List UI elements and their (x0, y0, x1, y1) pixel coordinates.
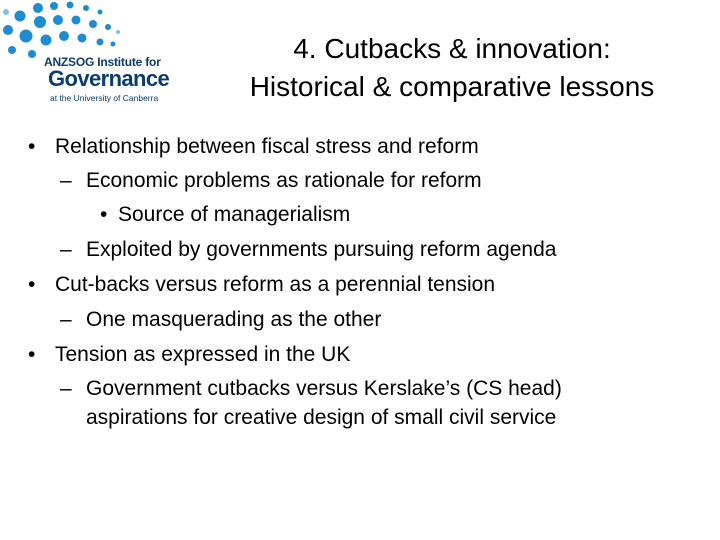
bullet-text: Tension as expressed in the UK (55, 343, 351, 366)
bullet-text: Economic problems as rationale for reform (86, 169, 482, 192)
bullet-marker: • (28, 343, 36, 366)
bullet-text: Relationship between fiscal stress and reform (55, 135, 479, 158)
bullet-text: One masquerading as the other (86, 308, 382, 331)
bullet-marker: – (60, 169, 72, 192)
bullet-text: Cut-backs versus reform as a perennial tension (55, 273, 496, 296)
bullet-marker: – (60, 377, 72, 400)
logo-governance-text: Governance (48, 66, 170, 91)
bullet-text-continuation: aspirations for creative design of small civil service (86, 406, 557, 429)
bullet-text: Government cutbacks versus Kerslake’s (CS head) (86, 377, 562, 400)
bullet-marker: • (28, 135, 36, 158)
title-line-2: Historical & comparative lessons (249, 71, 655, 102)
title-line-1: 4. Cutbacks & innovation: (293, 33, 611, 64)
bullet-text: Source of managerialism (118, 203, 351, 226)
logo-university-text: at the University of Canberra (50, 93, 159, 103)
anzsog-logo (0, 0, 200, 110)
bullet-marker: – (60, 238, 72, 261)
bullet-text: Exploited by governments pursuing reform agenda (86, 238, 557, 261)
bullet-marker: • (100, 203, 108, 226)
dots-logo-icon (0, 0, 120, 60)
logo-institute-text: ANZSOG Institute for (44, 55, 161, 69)
slide-title (212, 30, 692, 106)
bullet-marker: – (60, 308, 72, 331)
bullet-marker: • (28, 273, 36, 296)
